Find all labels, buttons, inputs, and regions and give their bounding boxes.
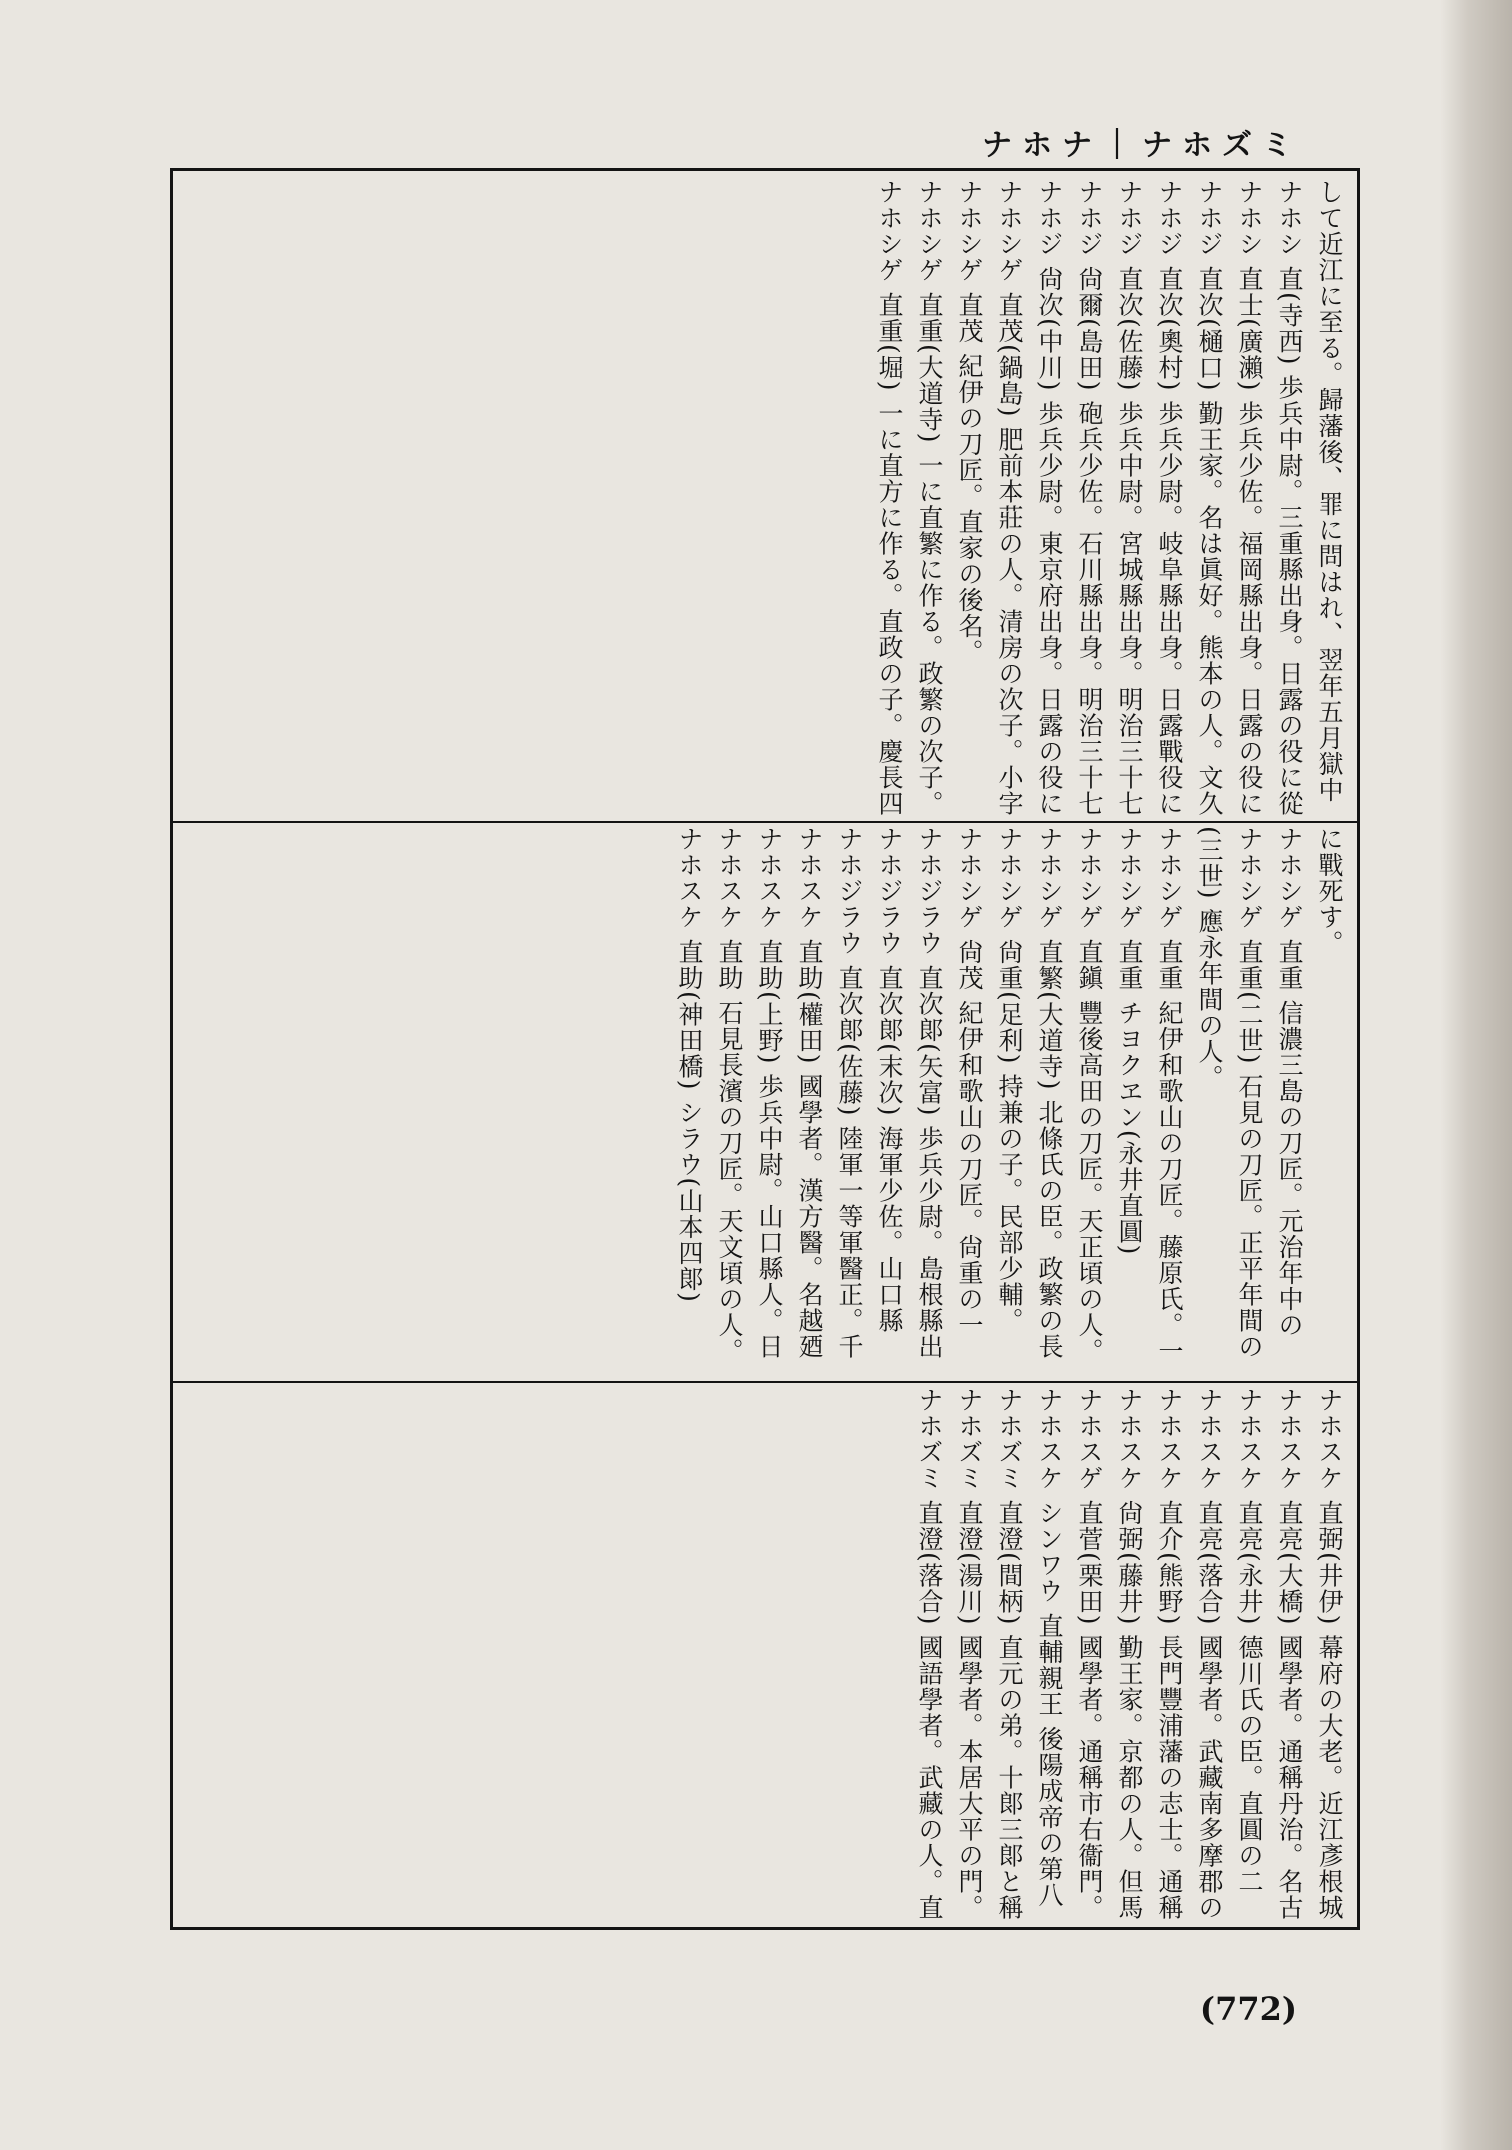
entry-column: ナホシ 直士(廣瀨) 歩兵少佐。福岡縣出身。日露の役に: [1235, 179, 1264, 817]
entry-column: ナホスケ 直亮(永井) 德川氏の臣。直圓の二: [1235, 1387, 1264, 1895]
entry-column: ナホシゲ 直重(二世) 石見の刀匠。正平年間の: [1235, 826, 1264, 1360]
page-number: (772): [1199, 1990, 1297, 2028]
entry-column: ナホスケ 直介(熊野) 長門豐浦藩の志士。通稱: [1155, 1387, 1184, 1921]
entry-column: ナホスケ 直助(神田橋) シラウ(山本四郞): [675, 826, 704, 1303]
entry-column: ナホジ 直次(佐藤) 歩兵中尉。宮城縣出身。明治三十七: [1115, 179, 1144, 817]
entry-column: ナホジ 直次(奧村) 歩兵少尉。岐阜縣出身。日露戰役に: [1155, 179, 1184, 817]
entry-column: ナホジ 直次(樋口) 勤王家。名は眞好。熊本の人。文久: [1195, 179, 1224, 817]
bottom-band: [173, 1387, 1357, 1922]
band-divider: [173, 821, 1357, 823]
entry-column: ナホシゲ 直重 信濃三島の刀匠。元治年中の: [1275, 826, 1304, 1338]
entry-column: ナホジ 尙次(中川) 歩兵少尉。東京府出身。日露の役に: [1035, 179, 1064, 817]
top-band: [173, 179, 1357, 819]
entry-column: ナホシゲ 尙重(足利) 持兼の子。民部少輔。: [995, 826, 1024, 1334]
entry-column: ナホスケ 直助(權田) 國學者。漢方醫。名越廼: [795, 826, 824, 1360]
entry-column: ナホスケ シンワウ 直輔親王 後陽成帝の第八: [1035, 1387, 1064, 1908]
entry-column: ナホスケ 直亮(大橋) 國學者。通稱丹治。名古: [1275, 1387, 1304, 1921]
entry-column: ナホズミ 直澄(湯川) 國學者。本居大平の門。: [955, 1387, 984, 1921]
entry-column: ナホスケ 直助 石見長濱の刀匠。天文頃の人。: [715, 826, 744, 1364]
entry-column: ナホシゲ 直鎭 豐後高田の刀匠。天正頃の人。: [1075, 826, 1104, 1364]
entry-column: ナホシゲ 直繁(大道寺) 北條氏の臣。政繁の長: [1035, 826, 1064, 1360]
entry-column: ナホスケ 直亮(落合) 國學者。武藏南多摩郡の: [1195, 1387, 1224, 1921]
middle-band: [173, 826, 1357, 1376]
entry-column: ナホシ 直(寺西) 歩兵中尉。三重縣出身。日露の役に從: [1275, 179, 1304, 817]
entry-column: して近江に至る。歸藩後、罪に問はれ、翌年五月獄中: [1315, 179, 1344, 803]
scan-edge: [1440, 0, 1512, 2150]
entry-column: (三世) 應永年間の人。: [1195, 826, 1224, 1091]
dictionary-frame: [170, 168, 1360, 1930]
band-divider: [173, 1381, 1357, 1383]
entry-column: ナホズミ 直澄(間柄) 直元の弟。十郞三郞と稱: [995, 1387, 1024, 1921]
entry-column: に戰死す。: [1315, 826, 1344, 956]
entry-column: ナホシゲ 直重(大道寺) 一に直繁に作る。政繁の次子。: [915, 179, 944, 817]
entry-column: ナホシゲ 直重 紀伊和歌山の刀匠。藤原氏。一: [1155, 826, 1184, 1364]
entry-column: ナホシゲ 直茂 紀伊の刀匠。直家の後名。: [955, 179, 984, 665]
entry-column: ナホジラウ 直次郞(佐藤) 陸軍一等軍醫正。千: [835, 826, 864, 1360]
entry-column: ナホジ 尙爾(島田) 砲兵少佐。石川縣出身。明治三十七: [1075, 179, 1104, 817]
entry-column: ナホスケ 直助(上野) 歩兵中尉。山口縣人。日: [755, 826, 784, 1360]
entry-column: ナホスケ 直弼(井伊) 幕府の大老。近江彥根城: [1315, 1387, 1344, 1921]
entry-column: ナホシゲ 直重 チヨクヱン(永井直圓): [1115, 826, 1144, 1256]
running-header: ナホナ｜ナホズミ: [982, 128, 1302, 163]
entry-column: ナホジラウ 直次郞(矢富) 歩兵少尉。島根縣出: [915, 826, 944, 1360]
entry-column: ナホスケ 尙弼(藤井) 勤王家。京都の人。但馬: [1115, 1387, 1144, 1921]
entry-column: ナホシゲ 尙茂 紀伊和歌山の刀匠。尙重の一: [955, 826, 984, 1338]
entry-column: ナホシゲ 直重(堀) 一に直方に作る。直政の子。慶長四: [875, 179, 904, 817]
entry-column: ナホズミ 直澄(落合) 國語學者。武藏の人。直: [915, 1387, 944, 1921]
entry-column: ナホジラウ 直次郞(末次) 海軍少佐。山口縣: [875, 826, 904, 1334]
entry-column: ナホシゲ 直茂(鍋島) 肥前本莊の人。清房の次子。小字: [995, 179, 1024, 817]
entry-column: ナホスゲ 直菅(栗田) 國學者。通稱市右衞門。: [1075, 1387, 1104, 1921]
